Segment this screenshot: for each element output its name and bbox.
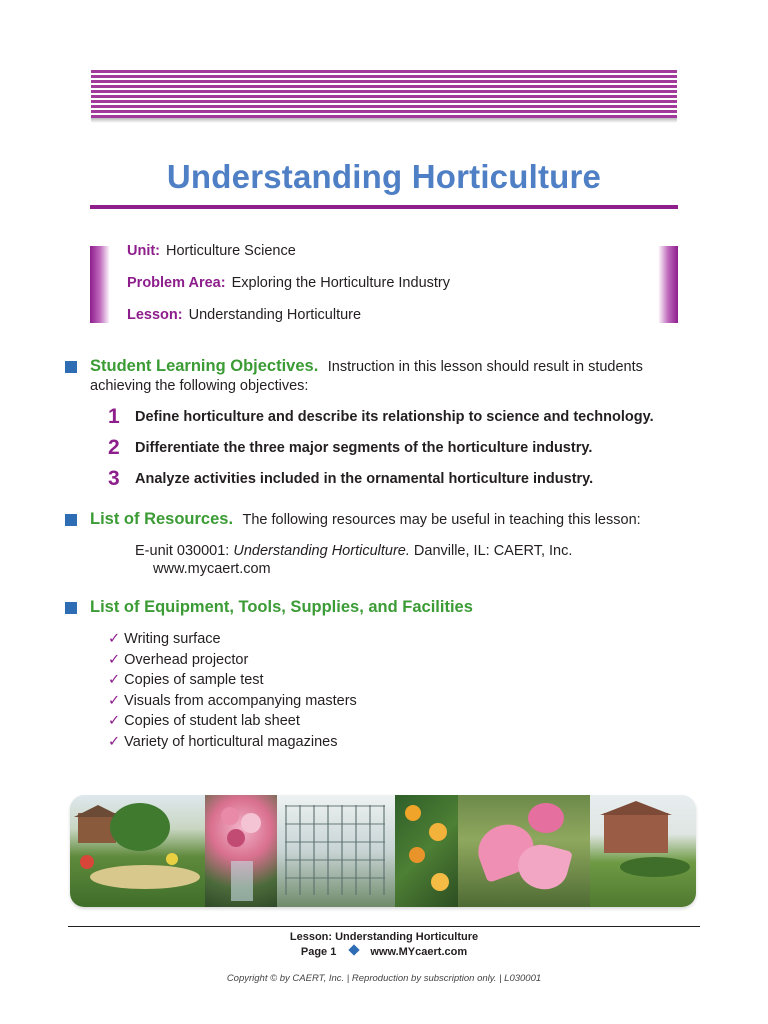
objective-number: 2 [108,436,120,459]
equipment-item-label: Visuals from accompanying masters [124,693,357,709]
checkmark-icon: ✓ [108,693,121,709]
problem-area-label: Problem Area: [127,275,226,291]
objective-item [108,467,593,491]
square-bullet-icon [65,602,77,614]
flower-bouquet-photo [205,795,277,907]
checkmark-icon: ✓ [108,631,121,647]
copyright-notice: Copyright © by CAERT, Inc. | Reproduction by subscription only. | L030001 [226,973,542,984]
equipment-item [108,734,337,750]
objective-text: Define horticulture and describe its relationship to science and technology. [135,409,654,425]
objective-number: 3 [108,467,120,490]
citation-prefix: E-unit 030001: [135,543,234,559]
lily-flowers-photo [458,795,590,907]
checkmark-icon: ✓ [108,713,121,729]
brick-house-landscape-photo [590,795,696,907]
equipment-item [108,693,357,709]
citation-url[interactable]: www.mycaert.com [153,561,271,577]
equipment-heading: List of Equipment, Tools, Supplies, and Facilities [90,598,473,616]
objective-text: Analyze activities included in the ornamental horticulture industry. [135,471,594,487]
resources-section [90,510,710,529]
resources-heading: List of Resources. [90,510,234,528]
horticulture-photo-strip [70,795,696,907]
striped-header-banner [91,70,677,122]
problem-area-value: Exploring the Horticulture Industry [231,275,450,291]
banner-shadow [91,118,677,123]
unit-row [127,243,296,259]
objectives-section [90,357,690,376]
objective-text: Differentiate the three major segments of the horticulture industry. [135,440,593,456]
equipment-item-label: Writing surface [124,631,221,647]
objective-number: 1 [108,405,120,428]
footer-page-line [0,946,768,958]
resource-citation [135,543,572,559]
equipment-item-label: Overhead projector [124,652,249,668]
checkmark-icon: ✓ [108,734,121,750]
square-bullet-icon [65,514,77,526]
checkmark-icon: ✓ [108,652,121,668]
problem-area-row [127,275,450,291]
lesson-row [127,307,361,323]
citation-suffix: Danville, IL: CAERT, Inc. [409,543,573,559]
equipment-item [108,713,300,729]
unit-value: Horticulture Science [166,243,296,259]
unit-label: Unit: [127,243,161,259]
objectives-intro-continued: achieving the following objectives: [90,378,309,394]
objectives-intro: Instruction in this lesson should result in students [327,359,643,375]
equipment-item [108,631,221,647]
footer-lesson: Lesson: Understanding Horticulture [289,931,479,943]
page-number: Page 1 [300,946,337,958]
square-bullet-icon [65,361,77,373]
info-box-right-bar [658,246,678,323]
objective-item [108,405,654,429]
landscape-garden-photo [70,795,210,907]
equipment-item [108,652,248,668]
equipment-item-label: Variety of horticultural magazines [124,734,338,750]
equipment-item-label: Copies of sample test [124,672,264,688]
citrus-fruit-photo [395,795,458,907]
resources-intro: The following resources may be useful in teaching this lesson: [242,512,641,528]
equipment-item-label: Copies of student lab sheet [124,713,300,729]
lesson-label: Lesson: [127,307,183,323]
title-divider [90,205,678,209]
checkmark-icon: ✓ [108,672,121,688]
greenhouse-photo [277,795,395,907]
objectives-heading: Student Learning Objectives. [90,357,319,375]
citation-title: Understanding Horticulture. [233,543,410,559]
equipment-item [108,672,264,688]
footer-url[interactable]: www.MYcaert.com [370,946,468,958]
lesson-value: Understanding Horticulture [188,307,362,323]
page-title: Understanding Horticulture [166,158,602,195]
diamond-icon [349,944,360,955]
info-box-left-bar [90,246,110,323]
objective-item [108,436,592,460]
footer-divider [68,926,700,927]
